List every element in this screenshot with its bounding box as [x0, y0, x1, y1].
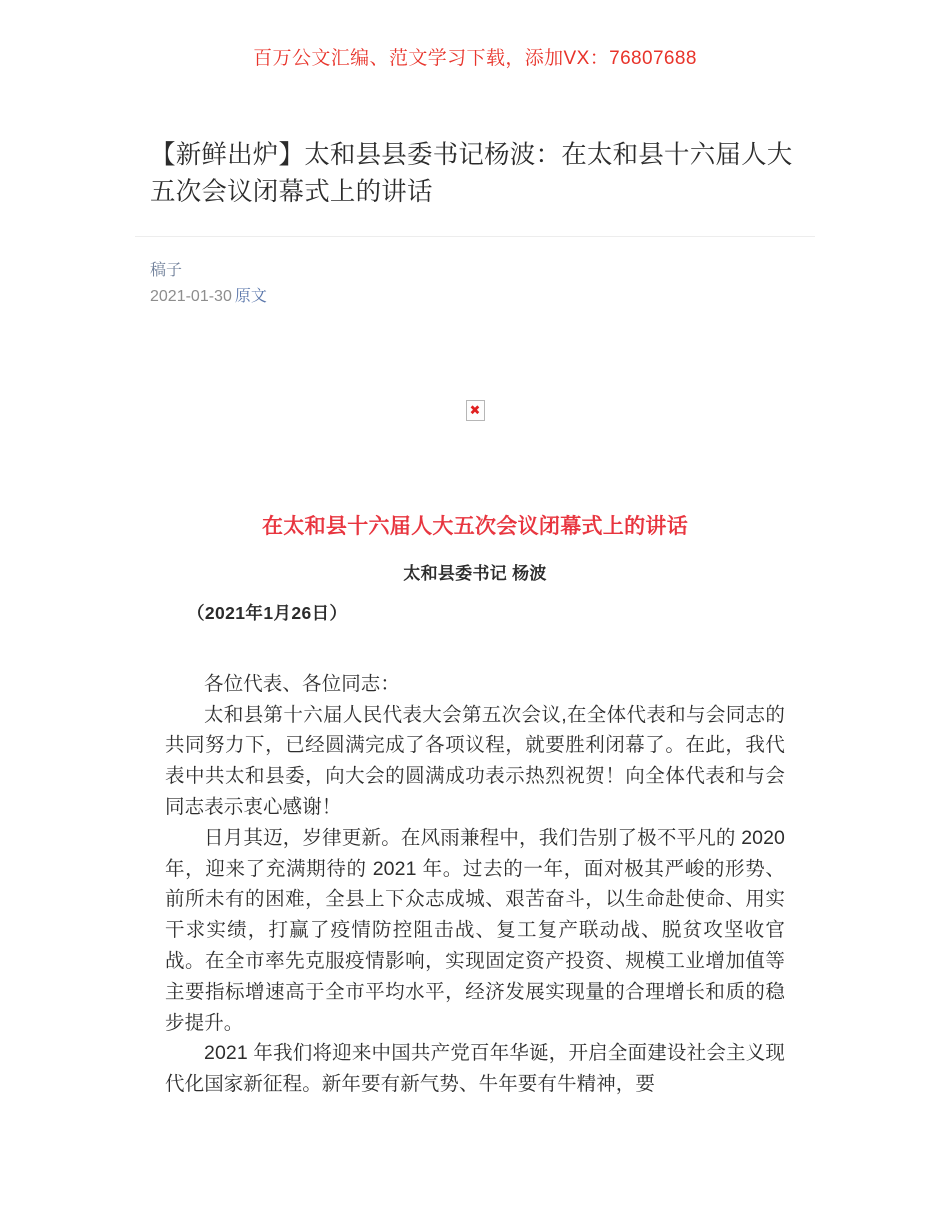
document-date-line: （2021年1月26日） [187, 602, 348, 623]
publish-date: 2021-01-30 [150, 288, 232, 306]
paragraph: 各位代表、各位同志： [204, 672, 401, 695]
paragraph: 日月其迈，岁律更新。在风雨兼程中，我们告别了极不平凡的 2020 年，迎来了充满期待的 2021 年。过去的一年，面对极其严峻的形势、前所未有的困难，全县上下众志成城、艰苦奋斗，以生命赴使命、用实干求实绩，打赢了疫情防控阻击战、复工复产联动战、脱贫攻坚收官战。在全市率先克服疫情影响，实现固定资产投资、规模工业增加值等主要指标增速高于全市平均水平，经济发展实现量的合理增长和质的稳步提升。 [165, 826, 785, 1034]
page-title: 【新鲜出炉】太和县县委书记杨波：在太和县十六届人大五次会议闭幕式上的讲话 [150, 140, 793, 207]
document-heading: 在太和县十六届人大五次会议闭幕式上的讲话 [262, 515, 688, 539]
document-content [165, 424, 785, 1100]
article-header [135, 75, 815, 309]
promo-banner-text: 百万公文汇编、范文学习下载，添加VX：76807688 [253, 48, 697, 69]
document-byline: 太和县委书记 杨波 [403, 563, 547, 583]
promo-banner [0, 0, 950, 75]
broken-image-icon[interactable] [466, 400, 485, 421]
document-paragraphs [165, 669, 785, 1100]
article-meta [135, 237, 815, 308]
original-source-link[interactable]: 原文 [234, 288, 267, 306]
paragraph: 2021 年我们将迎来中国共产党百年华诞，开启全面建设社会主义现代化国家新征程。新年要有新气势、牛年要有牛精神，要 [165, 1042, 785, 1096]
author-link[interactable]: 稿子 [150, 262, 183, 280]
broken-image-x-glyph: ✖ [469, 403, 481, 419]
article-image-slot [0, 308, 950, 424]
paragraph: 太和县第十六届人民代表大会第五次会议,在全体代表和与会同志的共同努力下，已经圆满完成了各项议程，就要胜利闭幕了。在此，我代表中共太和县委，向大会的圆满成功表示热烈祝贺！向全体代表和与会同志表示衷心感谢！ [165, 703, 785, 819]
meta-line [150, 285, 815, 308]
